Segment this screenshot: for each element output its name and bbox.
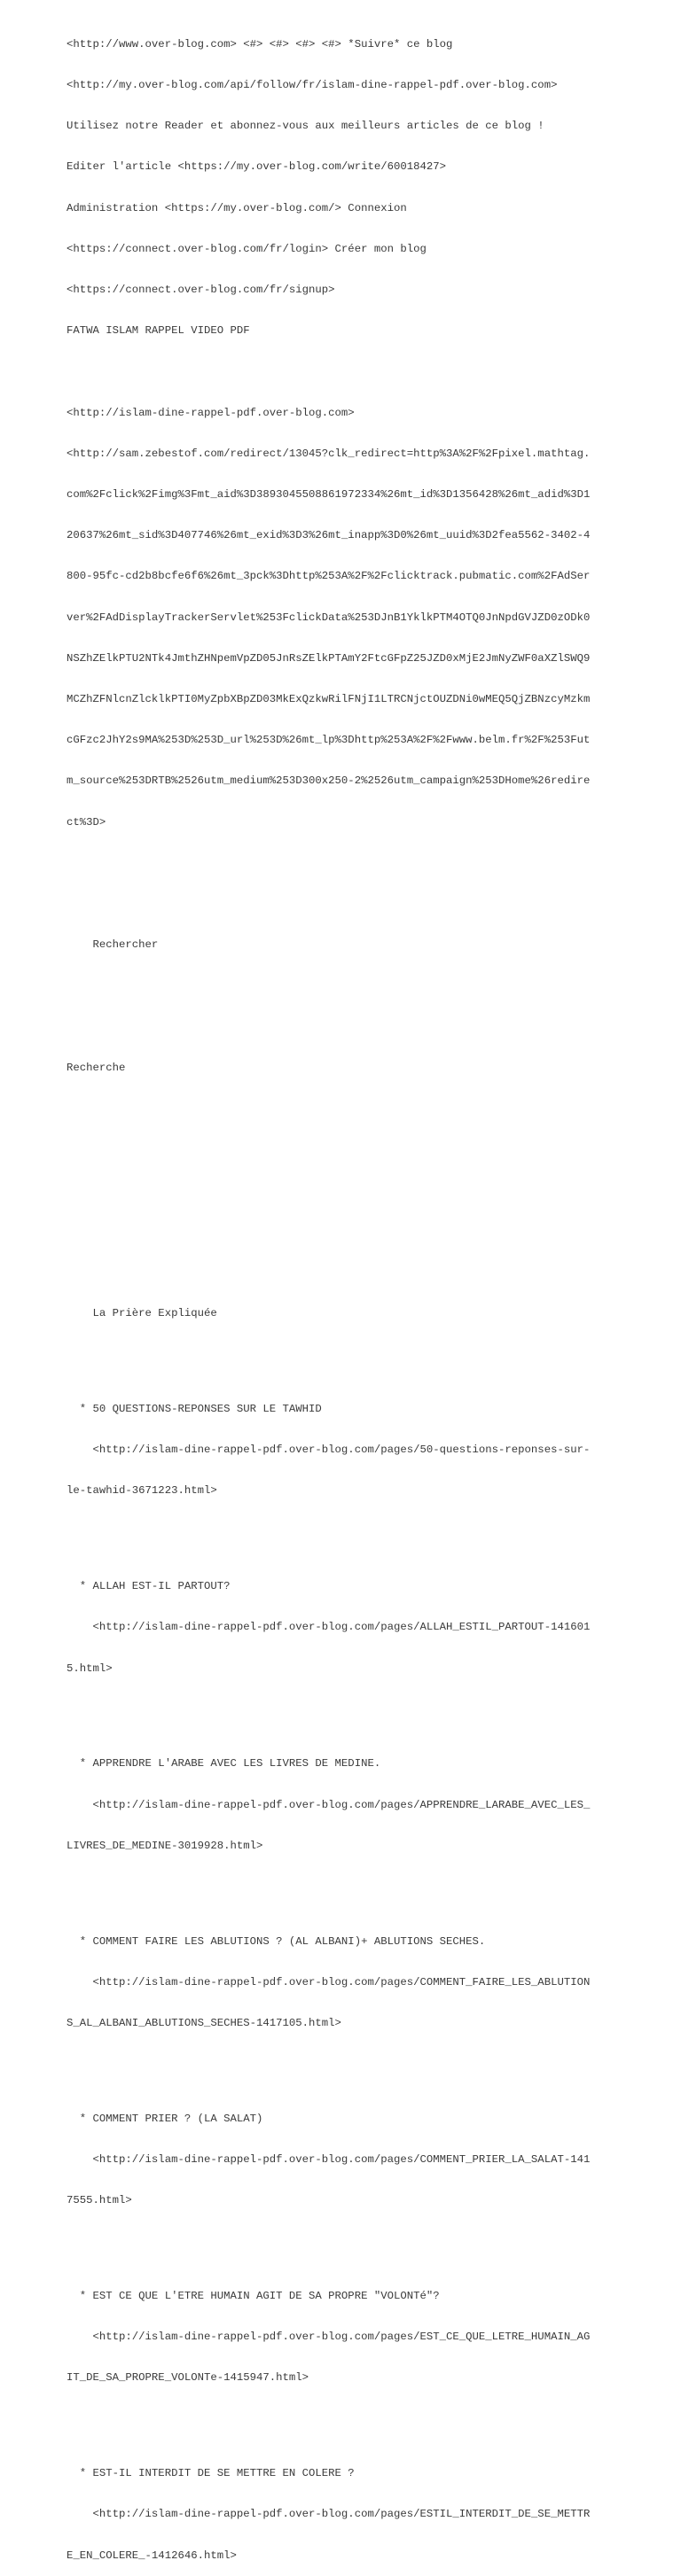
blank-line bbox=[67, 2058, 599, 2071]
login-create-blog-link[interactable]: <https://connect.over-blog.com/fr/login> Créer mon blog bbox=[67, 242, 427, 255]
ad-redirect-link-line[interactable]: MCZhZFNlcnZlcklkPTI0MyZpbXBpZD03MkExQzkwRilFNjI1LTRCNjctOUZDNi0wMEQ5QjZBNzcyMzkm bbox=[67, 693, 591, 706]
blank-line bbox=[67, 1143, 599, 1156]
document-body bbox=[67, 11, 599, 2576]
edit-article-link[interactable]: Editer l'article <https://my.over-blog.com/write/60018427> bbox=[67, 160, 447, 174]
follow-blog-link[interactable]: <http://my.over-blog.com/api/follow/fr/islam-dine-rappel-pdf.over-blog.com> bbox=[67, 79, 558, 92]
ad-redirect-link-line[interactable]: <http://sam.zebestof.com/redirect/13045?clk_redirect=http%3A%2F%2Fpixel.mathtag. bbox=[67, 447, 591, 460]
article-title-link[interactable]: * 50 QUESTIONS-REPONSES SUR LE TAWHID bbox=[67, 1402, 322, 1415]
search-section-label: Recherche bbox=[67, 1061, 126, 1074]
ad-redirect-link-line[interactable]: 20637%26mt_sid%3D407746%26mt_exid%3D3%26mt_inapp%3D0%26mt_uuid%3D2fea5562-3402-4 bbox=[67, 529, 591, 542]
blank-line bbox=[67, 1348, 599, 1361]
blank-line bbox=[67, 1526, 599, 1539]
overblog-header-links[interactable]: <http://www.over-blog.com> <#> <#> <#> <#> *Suivre* ce blog bbox=[67, 37, 453, 51]
article-title-link[interactable]: * EST-IL INTERDIT DE SE METTRE EN COLERE ? bbox=[67, 2467, 355, 2480]
blank-line bbox=[67, 1185, 599, 1198]
signup-link[interactable]: <https://connect.over-blog.com/fr/signup> bbox=[67, 284, 335, 297]
article-title-link[interactable]: * EST CE QUE L'ETRE HUMAIN AGIT DE SA PROPRE "VOLONTé"? bbox=[67, 2290, 440, 2303]
ad-redirect-link-line[interactable]: cGFzc2JhY2s9MA%253D%253D_url%253D%26mt_lp%3Dhttp%253A%2F%2Fwww.belm.fr%2F%253Fut bbox=[67, 734, 591, 747]
blog-title: FATWA ISLAM RAPPEL VIDEO PDF bbox=[67, 324, 250, 338]
article-title-link[interactable]: * APPRENDRE L'ARABE AVEC LES LIVRES DE MEDINE. bbox=[67, 1757, 381, 1771]
blank-line bbox=[67, 1021, 599, 1034]
ad-redirect-link-line[interactable]: ver%2FAdDisplayTrackerServlet%253FclickData%253DJnB1YklkPTM4OTQ0JnNpdGVJZD0zODk0 bbox=[67, 611, 591, 624]
blank-line bbox=[67, 1102, 599, 1116]
blank-line bbox=[67, 857, 599, 870]
section-title: La Prière Expliquée bbox=[67, 1307, 217, 1320]
article-url-link[interactable]: LIVRES_DE_MEDINE-3019928.html> bbox=[67, 1839, 263, 1852]
blank-line bbox=[67, 898, 599, 911]
blank-line bbox=[67, 2235, 599, 2248]
ad-redirect-link-line[interactable]: com%2Fclick%2Fimg%3Fmt_aid%3D3893045508861972334%26mt_id%3D1356428%26mt_adid%3D1 bbox=[67, 488, 591, 502]
article-url-link[interactable]: <http://islam-dine-rappel-pdf.over-blog.com/pages/APPRENDRE_LARABE_AVEC_LES_ bbox=[67, 1798, 591, 1811]
blank-line bbox=[67, 1703, 599, 1716]
blank-line bbox=[67, 1226, 599, 1239]
search-button[interactable]: Rechercher bbox=[67, 938, 159, 952]
article-title-link[interactable]: * COMMENT FAIRE LES ABLUTIONS ? (AL ALBANI)+ ABLUTIONS SECHES. bbox=[67, 1934, 486, 1948]
article-title-link[interactable]: * ALLAH EST-IL PARTOUT? bbox=[67, 1580, 231, 1593]
article-url-link[interactable]: <http://islam-dine-rappel-pdf.over-blog.com/pages/EST_CE_QUE_LETRE_HUMAIN_AG bbox=[67, 2331, 591, 2344]
blank-line bbox=[67, 365, 599, 378]
article-title-link[interactable]: * COMMENT PRIER ? (LA SALAT) bbox=[67, 2112, 263, 2125]
article-url-link[interactable]: le-tawhid-3671223.html> bbox=[67, 1484, 217, 1498]
article-url-link[interactable]: IT_DE_SA_PROPRE_VOLONTe-1415947.html> bbox=[67, 2371, 309, 2385]
ad-redirect-link-line[interactable]: 800-95fc-cd2b8bcfe6f6%26mt_3pck%3Dhttp%253A%2F%2Fclicktrack.pubmatic.com%2FAdSer bbox=[67, 570, 591, 583]
reader-promo-text: Utilisez notre Reader et abonnez-vous aux meilleurs articles de ce blog ! bbox=[67, 120, 544, 133]
article-url-link[interactable]: 7555.html> bbox=[67, 2194, 132, 2207]
blog-home-link[interactable]: <http://islam-dine-rappel-pdf.over-blog.com> bbox=[67, 406, 355, 419]
article-url-link[interactable]: 5.html> bbox=[67, 1662, 113, 1675]
article-url-link[interactable]: E_EN_COLERE_-1412646.html> bbox=[67, 2549, 237, 2562]
article-url-link[interactable]: <http://islam-dine-rappel-pdf.over-blog.com/pages/50-questions-reponses-sur- bbox=[67, 1444, 591, 1457]
admin-login-link[interactable]: Administration <https://my.over-blog.com/> Connexion bbox=[67, 201, 407, 214]
ad-redirect-link-line[interactable]: NSZhZElkPTU2NTk4JmthZHNpemVpZD05JnRsZElkPTAmY2FtcGFpZ25JZD0xMjE2JmNyZWF0aXZlSWQ9 bbox=[67, 651, 591, 665]
article-url-link[interactable]: S_AL_ALBANI_ABLUTIONS_SECHES-1417105.html> bbox=[67, 2016, 341, 2029]
ad-redirect-link-line[interactable]: m_source%253DRTB%2526utm_medium%253D300x250-2%2526utm_campaign%253DHome%26redire bbox=[67, 774, 591, 788]
article-url-link[interactable]: <http://islam-dine-rappel-pdf.over-blog.com/pages/ESTIL_INTERDIT_DE_SE_METTR bbox=[67, 2508, 591, 2521]
article-url-link[interactable]: <http://islam-dine-rappel-pdf.over-blog.com/pages/COMMENT_PRIER_LA_SALAT-141 bbox=[67, 2153, 591, 2166]
blank-line bbox=[67, 979, 599, 992]
ad-redirect-link-line[interactable]: ct%3D> bbox=[67, 815, 106, 829]
blank-line bbox=[67, 1880, 599, 1894]
blank-line bbox=[67, 1266, 599, 1280]
article-url-link[interactable]: <http://islam-dine-rappel-pdf.over-blog.com/pages/ALLAH_ESTIL_PARTOUT-141601 bbox=[67, 1621, 591, 1634]
blank-line bbox=[67, 2413, 599, 2426]
article-url-link[interactable]: <http://islam-dine-rappel-pdf.over-blog.com/pages/COMMENT_FAIRE_LES_ABLUTION bbox=[67, 1975, 591, 1988]
